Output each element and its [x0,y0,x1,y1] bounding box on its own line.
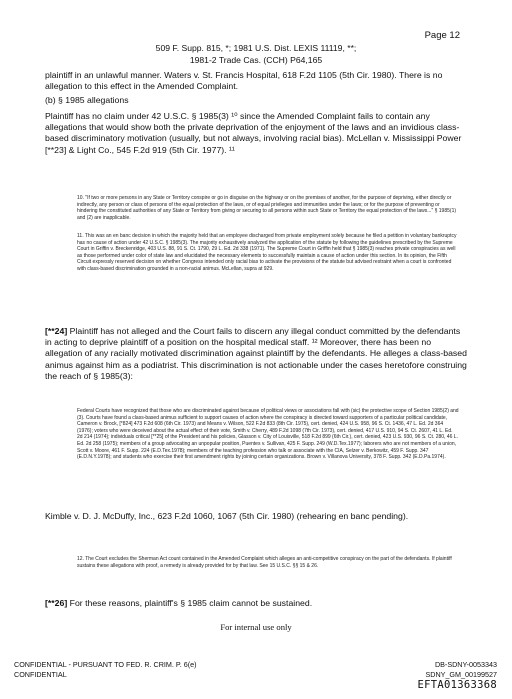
star-page-26: [**26] [45,598,68,608]
paragraph-1-block [45,70,467,92]
citation-header [0,43,512,66]
footer-right [425,660,497,679]
internal-use-note: For internal use only [220,622,292,632]
footnote-12: 12. The Court excludes the Sherman Act count contained in the Amended Complaint which alleges an anti-competitive conspiracy on the part of the defendants. If plaintiff sustains these allegations with proof, a remedy is already provided for by that law. See 15 U.S.C. §§ 15 & 26. [77,556,452,569]
paragraph-1: plaintiff in an unlawful manner. Waters v. St. Francis Hospital, 618 F.2d 1105 (5th Cir. 1980). There is no allegation to this effect in the Amended Complaint. [45,70,443,92]
block-quote: Federal Courts have recognized that those who are discriminated against because of political views or associations fall with (sic) the protective scope of Section 1985(2) and (3). Courts have found a class-based animus sufficient to support causes of action where the conspiracy is directed toward supporters of a particular political candidate, Cameron v. Brock, [*824] 473 F.2d 608 (6th Cir. 1973) and Means v. Wilson, 522 F.2d 833 (8th Cir. 1975), cert. denied, 424 U.S. 958, 96 S. Ct. 1436, 47 L. Ed. 2d 364 (1976); voters who were deceived about the actual effect of their vote, Smith v. Cherry, 489 F.2d 1098 (7th Cir. 1973), cert. denied, 417 U.S. 910, 94 S. Ct. 2607, 41 L. Ed. 2d 214 (1974); individuals critical [**25] of the President and his policies, Glasson v. City of Louisville, 518 F.2d 899 (6th Cir.), cert. denied, 423 U.S. 930, 96 S. Ct. 280, 46 L. Ed. 2d 258 (1975); members of a group advocating an unpopular position, Puentes v. Sullivan, 425 F. Supp. 249 (W.D.Tex.1977); laborers who are not members of a union, Scott v. Moore, 461 F. Supp. 224 (E.D.Tex.1978); members of the teaching profession who talk or associate with the CIA, Selzer v. Berkowitz, 459 F. Supp. 347 (E.D.N.Y.1978); and students who exercise their first amendment rights by joining certain organizations. Brown v. Villanova University, 378 F. Supp. 342 (E.D.Pa.1974). [77,408,459,461]
confidential-label: CONFIDENTIAL [14,669,67,679]
citation-line-2: 1981-2 Trade Cas. (CCH) P64,165 [189,54,323,65]
paragraph-3-text: Plaintiff has not alleged and the Court fails to discern any illegal conduct committed by the defendants in acting to deprive plaintiff of a position on the hospital medical staff. ¹² Moreover, there has been no allegation of any racially motivated discrimination against plaintiff by the defendants. He alleges a class-based animus against him as a podiatrist. This discrimination is not actionable under the cases heretofore construing the reach of § 1985(3): [45,326,467,381]
paragraph-5-block [45,598,467,609]
paragraph-5 [45,598,467,609]
paragraph-4-block [45,511,467,522]
star-page-24: [**24] [45,326,68,336]
page-number: Page 12 [424,30,460,41]
paragraph-2-block [45,111,467,156]
confidential-notice: CONFIDENTIAL - PURSUANT TO FED. R. CRIM. P. 6(e) [14,660,197,669]
paragraph-5-text: For these reasons, plaintiff's § 1985 claim cannot be sustained. [67,598,313,608]
bates-number-db: DB-SDNY-0053343 [434,660,497,669]
footnote-10: 10. "If two or more persons in any State or Territory conspire or go in disguise on the highway or on the premises of another, for the purpose of depriving, either directly or indirectly, any person or class of persons of the equal protection of the laws, or of equal privileges and immunities under the laws; or for the purpose of preventing or hindering the constituted authorities of any State or Territory from giving or securing to all persons within such State or Territory the equal protection of the laws..." § 1985(1) and (2) are inapplicable. [77,195,457,221]
paragraph-3 [45,326,467,382]
footnote-11: 11. This was an en banc decision in which the majority held that an employee discharged from private employment solely because he filed a petition in voluntary bankruptcy has no cause of action under 42 U.S.C. § 1985(3). The majority exhaustively analyzed the application of the statute by following the guidelines prescribed by the Supreme Court in Griffin v. Breckenridge, 403 U.S. 88, 91 S. Ct. 1790, 29 L. Ed. 2d 338 (1971). The Supreme Court in Griffin held that § 1985(3) reaches private conspiracies as well as those performed under color of state law and elucidated the necessary elements to successfully maintain a cause of action under this section. In its opinion, the Fifth Circuit expressly reserved decision on whether Congress intended only racial bias to activate the provisions of the statute but advised restraint when a court is confronted with class-based discrimination grounded in a non-racial animus. McLellan, supra at 929. [77,233,457,272]
paragraph-4: Kimble v. D. J. McDuffy, Inc., 623 F.2d 1060, 1067 (5th Cir. 1980) (rehearing en banc pending). [45,511,409,521]
section-heading-1985: (b) § 1985 allegations [45,95,129,105]
bates-number-sdny: SDNY_GM_00199527 [425,669,497,679]
paragraph-3-block [45,326,467,382]
section-heading-block [45,95,467,106]
paragraph-2: Plaintiff has no claim under 42 U.S.C. § 1985(3) ¹⁰ since the Amended Complaint fails to contain any allegations that would show both the private deprivation of the enjoyment of the laws and an invidious class-based discriminatory motivation (usually, but not always, involving racial bias). McLellan v. Mississippi Power [**23] & Light Co., 545 F.2d 919 (5th Cir. 1977). ¹¹ [45,111,462,155]
citation-line-1: 509 F. Supp. 815, *; 1981 U.S. Dist. LEXIS 11119, **; [155,43,357,53]
footer-left [14,660,197,679]
efta-number: EFTA01363368 [417,679,497,691]
